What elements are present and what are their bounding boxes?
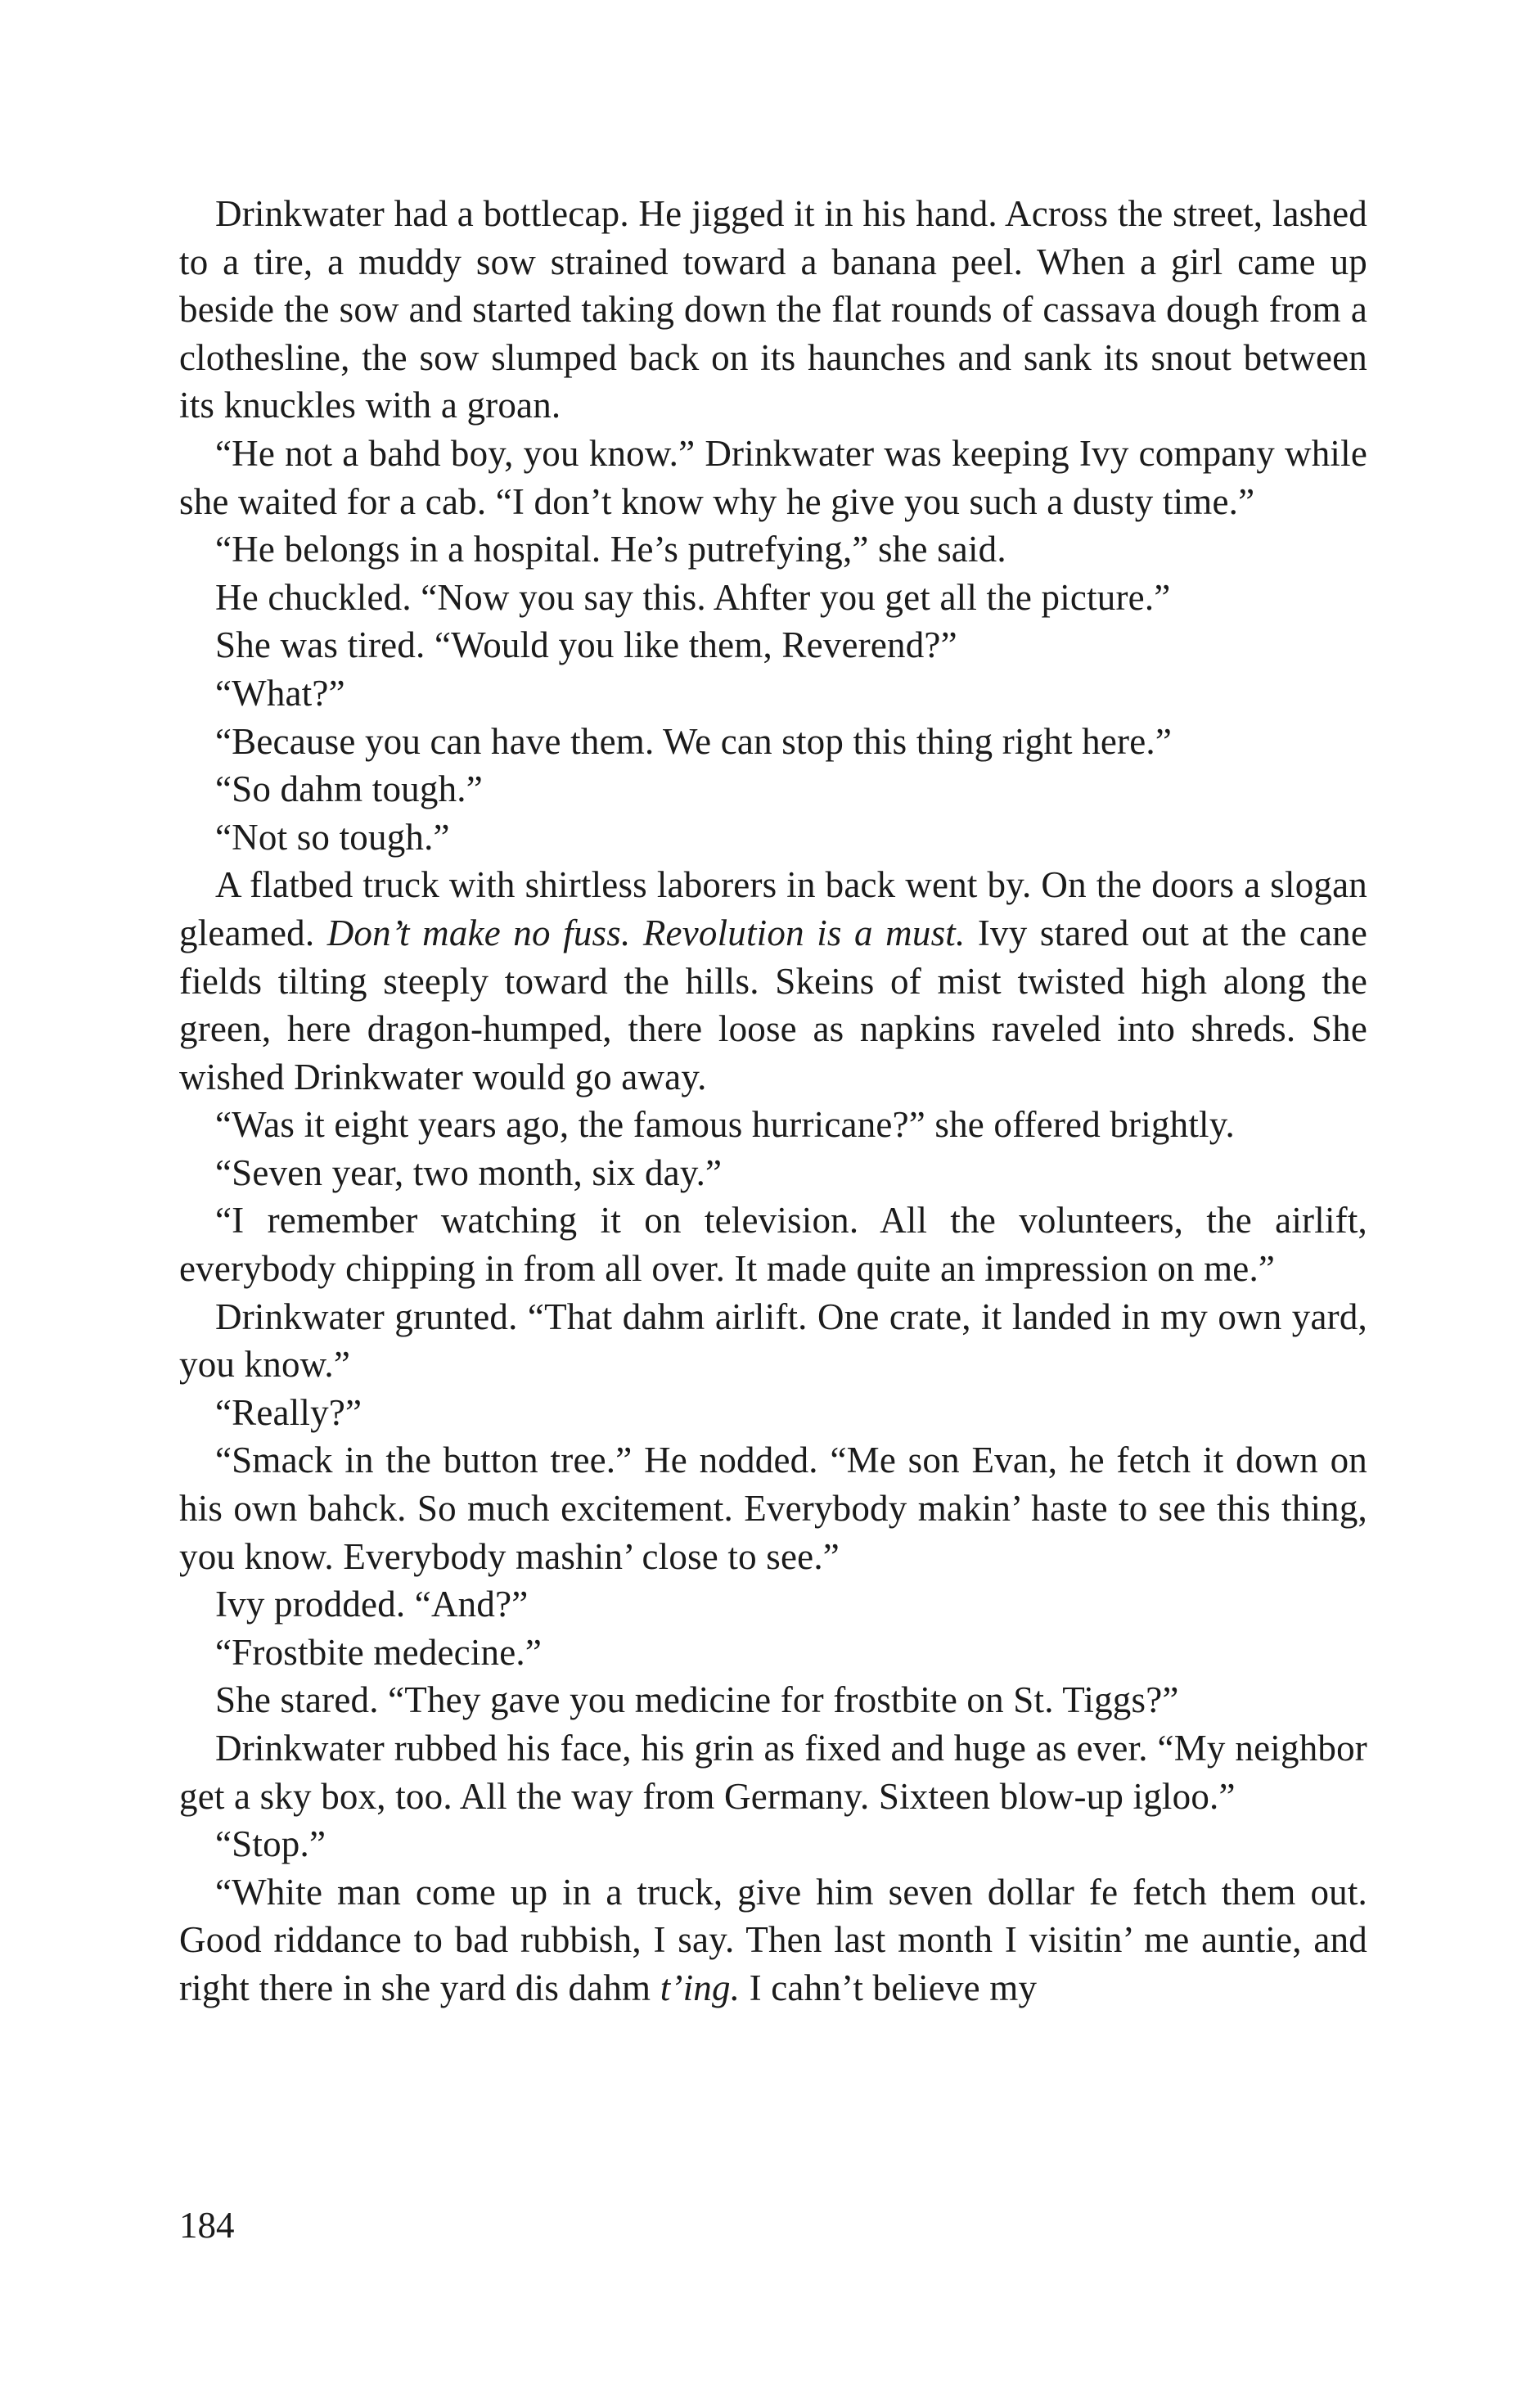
paragraph: “He not a bahd boy, you know.” Drinkwater was keeping Ivy company while she waited for a cab. “I don’t know why he give you such a dusty time.” <box>179 432 1367 522</box>
paragraph: Drinkwater had a bottlecap. He jigged it in his hand. Across the street, lashed to a tire, a muddy sow strained toward a banana peel. When a girl came up beside the sow and started taking down the flat rounds of cassava dough from a clothesline, the sow slumped back on its haunches and sank its snout between its knuckles with a groan. <box>179 193 1367 426</box>
final-italic: t’ing. <box>660 1967 741 2008</box>
paragraph: “Stop.” <box>215 1823 326 1865</box>
paragraph: “Because you can have them. We can stop this thing right here.” <box>215 720 1173 762</box>
paragraph: Drinkwater rubbed his face, his grin as fixed and huge as ever. “My neighbor get a sky box, too. All the way from Germany. Sixteen blow-up igloo.” <box>179 1728 1367 1817</box>
paragraph-text: I cahn’t believe my <box>749 1967 1038 2008</box>
paragraph: “What?” <box>215 672 345 714</box>
paragraph: Drinkwater grunted. “That dahm airlift. One crate, it landed in my own yard, you know.” <box>179 1296 1367 1386</box>
paragraph-text: Ivy stared out at the cane fields tilting steeply toward the hills. Skeins of mist twisted high along the green, here dragon-humped, there loose as napkins raveled into shreds. She wished Drinkwater would go away. <box>179 912 1368 1097</box>
paragraph: “Frostbite medecine.” <box>215 1631 543 1673</box>
paragraph: “Really?” <box>215 1391 362 1433</box>
paragraph: She was tired. “Would you like them, Reverend?” <box>215 624 957 666</box>
paragraph: “I remember watching it on television. All the volunteers, the airlift, everybody chipping in from all over. It made quite an impression on me.” <box>179 1200 1367 1290</box>
paragraph-final <box>179 1868 1367 2012</box>
paragraph: “Seven year, two month, six day.” <box>215 1151 723 1193</box>
paragraph-text: “White man come up in a truck, give him seven dollar fe fetch them out. Good riddance to bad rubbish, I say. Then last month I visitin’ me auntie, and right there in she yard dis dahm <box>179 1871 1367 2008</box>
paragraph: He chuckled. “Now you say this. Ahfter you get all the picture.” <box>215 576 1171 618</box>
paragraph: Ivy prodded. “And?” <box>215 1584 529 1625</box>
paragraph: “Not so tough.” <box>215 816 450 858</box>
body-text <box>179 190 1367 2012</box>
paragraph-slogan <box>179 861 1367 1101</box>
paragraph-text: A flatbed truck with shirtless laborers in back went by. On the doors a slogan gleamed. <box>179 864 1367 953</box>
paragraph: “So dahm tough.” <box>215 768 483 810</box>
page-number: 184 <box>179 2205 235 2246</box>
paragraph: “Smack in the button tree.” He nodded. “Me son Evan, he fetch it down on his own bahck. So much excitement. Everybody makin’ haste to see this thing, you know. Everybody mashin’ close to see.” <box>179 1440 1367 1577</box>
slogan-italic: Don’t make no fuss. Revolution is a must. <box>326 912 966 953</box>
paragraph: She stared. “They gave you medicine for frostbite on St. Tiggs?” <box>215 1679 1179 1721</box>
paragraph: “Was it eight years ago, the famous hurricane?” she offered brightly. <box>215 1104 1235 1146</box>
paragraph: “He belongs in a hospital. He’s putrefying,” she said. <box>215 529 1006 570</box>
